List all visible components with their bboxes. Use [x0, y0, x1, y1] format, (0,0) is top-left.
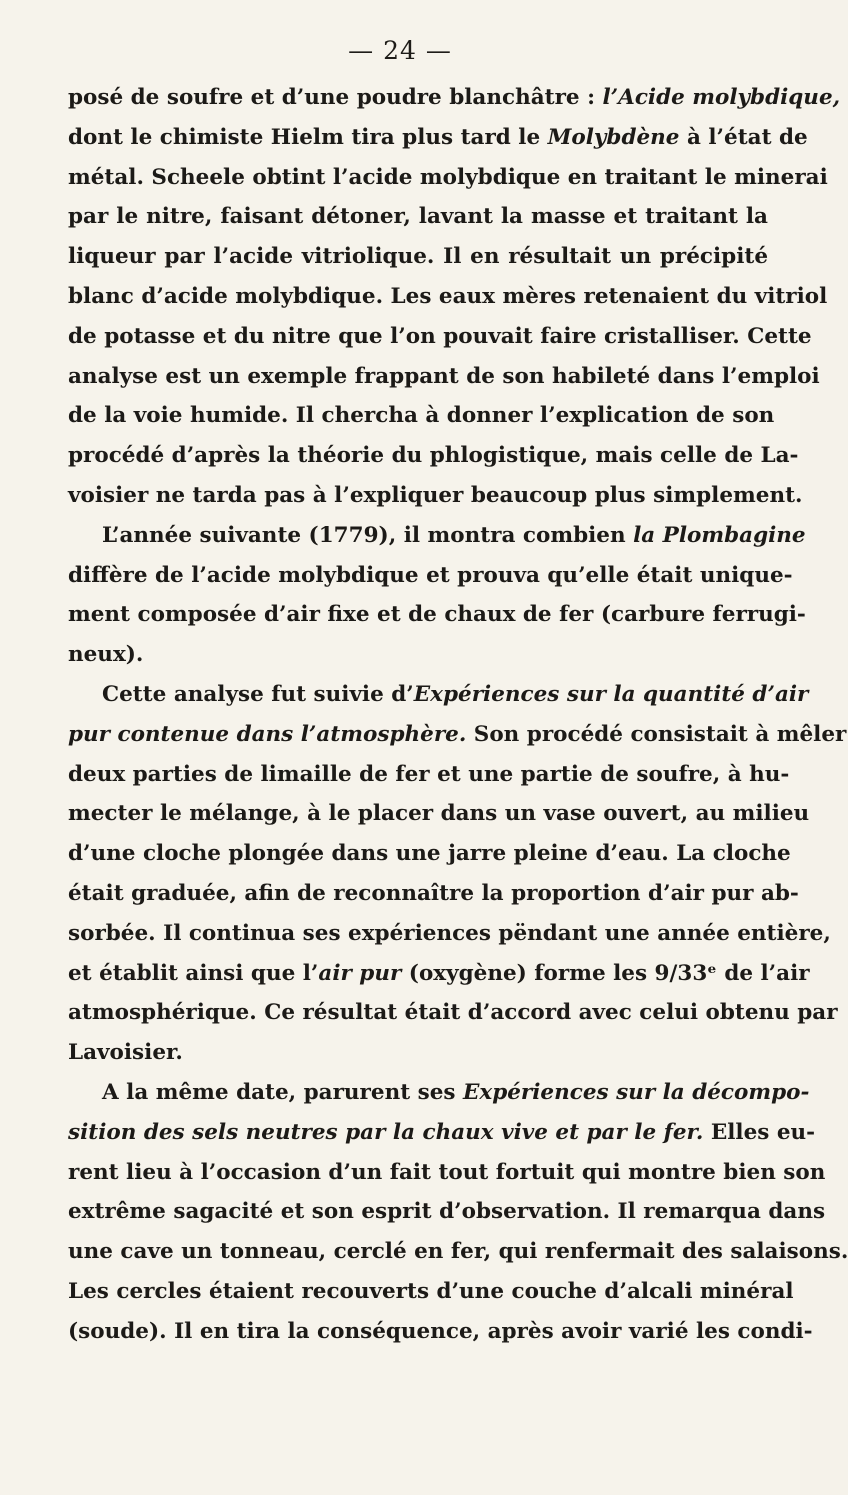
text-run: ment composée d’air fixe et de chaux de fer (carbure ferrugi-	[68, 602, 806, 628]
italic-run: Molybdène	[547, 124, 680, 150]
text-run: A la même date, parurent ses	[102, 1079, 463, 1105]
text-run: à l’état de	[679, 124, 808, 150]
text-run: mecter le mélange, à le placer dans un vase ouvert, au milieu	[68, 801, 810, 827]
text-line	[68, 476, 803, 516]
text-line	[68, 595, 806, 635]
text-line	[68, 635, 768, 675]
text-line	[68, 675, 809, 715]
text-line	[68, 436, 799, 476]
text-line	[68, 1113, 816, 1153]
text-run: Cette analyse fut suivie d’	[102, 681, 414, 707]
text-line	[68, 874, 799, 914]
text-run: Lavoisier.	[68, 1040, 183, 1066]
italic-run: Expériences sur la quantité d’air	[413, 681, 809, 707]
text-line	[68, 317, 812, 357]
body-text	[68, 78, 848, 1352]
text-line	[68, 993, 838, 1033]
text-line	[68, 78, 841, 118]
text-run: de potasse et du nitre que l’on pouvait faire cristalliser. Cette	[68, 323, 812, 349]
text-run: procédé d’après la théorie du phlogistique, mais celle de La-	[68, 443, 799, 469]
text-line	[68, 914, 831, 954]
text-run: d’une cloche plongée dans une jarre pleine d’eau. La cloche	[68, 841, 791, 867]
text-run: neux).	[68, 642, 144, 668]
text-line	[68, 237, 768, 277]
text-line	[68, 755, 790, 795]
text-line	[68, 1153, 826, 1193]
italic-run: pur contenue dans l’atmosphère.	[68, 721, 467, 747]
text-run: de la voie humide. Il chercha à donner l’explication de son	[68, 403, 775, 429]
italic-run: l’Acide molybdique,	[602, 85, 841, 110]
text-line	[68, 1272, 794, 1312]
text-line	[68, 158, 828, 198]
italic-run: la Plombagine	[633, 522, 806, 548]
text-run: était graduée, afin de reconnaître la proportion d’air pur ab-	[68, 880, 799, 906]
text-line	[68, 1232, 848, 1272]
text-line	[68, 1192, 826, 1232]
text-line	[68, 954, 810, 994]
text-run: métal. Scheele obtint l’acide molybdique en traitant le minerai	[68, 164, 828, 190]
text-line	[68, 1312, 813, 1352]
text-run: extrême sagacité et son esprit d’observation. Il remarqua dans	[68, 1199, 826, 1225]
text-run: blanc d’acide molybdique. Les eaux mères retenaient du vitriol	[68, 283, 828, 309]
text-run: dont le chimiste Hielm tira plus tard le	[68, 124, 548, 150]
text-run: Son procédé consistait à mêler	[466, 721, 847, 747]
text-line	[68, 277, 828, 317]
text-line	[68, 1073, 810, 1113]
text-line	[68, 1033, 768, 1073]
text-run: liqueur par l’acide vitriolique. Il en résultait un précipité	[68, 244, 768, 270]
text-run: (soude). Il en tira la conséquence, après avoir varié les condi-	[68, 1318, 813, 1344]
text-line	[68, 396, 775, 436]
text-run: atmosphérique. Ce résultat était d’accord avec celui obtenu par	[68, 1000, 838, 1026]
text-line	[68, 516, 806, 556]
italic-run: sition des sels neutres par la chaux vive et par le fer.	[68, 1119, 704, 1145]
page-number: — 24 —	[348, 36, 452, 65]
text-run: une cave un tonneau, cerclé en fer, qui renfermait des salaisons.	[68, 1239, 848, 1265]
text-line	[68, 556, 793, 596]
text-run: deux parties de limaille de fer et une partie de soufre, à hu-	[68, 761, 790, 787]
text-line	[68, 197, 768, 237]
text-run: (oxygène) forme les 9/33ᵉ de l’air	[401, 960, 810, 986]
italic-run: air pur	[318, 960, 402, 986]
text-line	[68, 794, 810, 834]
text-line	[68, 118, 808, 158]
text-run: Les cercles étaient recouverts d’une couche d’alcali minéral	[68, 1278, 794, 1304]
italic-run: Expériences sur la décompo-	[463, 1079, 810, 1105]
text-run: Elles eu-	[703, 1119, 816, 1145]
text-line	[68, 357, 820, 397]
text-run: diffère de l’acide molybdique et prouva qu’elle était unique-	[68, 562, 793, 588]
text-run: analyse est un exemple frappant de son habileté dans l’emploi	[68, 363, 820, 389]
text-run: voisier ne tarda pas à l’expliquer beaucoup plus simplement.	[68, 482, 803, 508]
text-run: et établit ainsi que l’	[68, 960, 319, 986]
text-line	[68, 715, 847, 755]
text-run: sorbée. Il continua ses expériences pëndant une année entière,	[68, 920, 831, 946]
text-run: posé de soufre et d’une poudre blanchâtre :	[68, 85, 603, 110]
text-run: par le nitre, faisant détoner, lavant la masse et traitant la	[68, 204, 768, 230]
text-run: rent lieu à l’occasion d’un fait tout fortuit qui montre bien son	[68, 1159, 826, 1185]
text-run: L’année suivante (1779), il montra combien	[102, 522, 634, 548]
text-line	[68, 834, 791, 874]
